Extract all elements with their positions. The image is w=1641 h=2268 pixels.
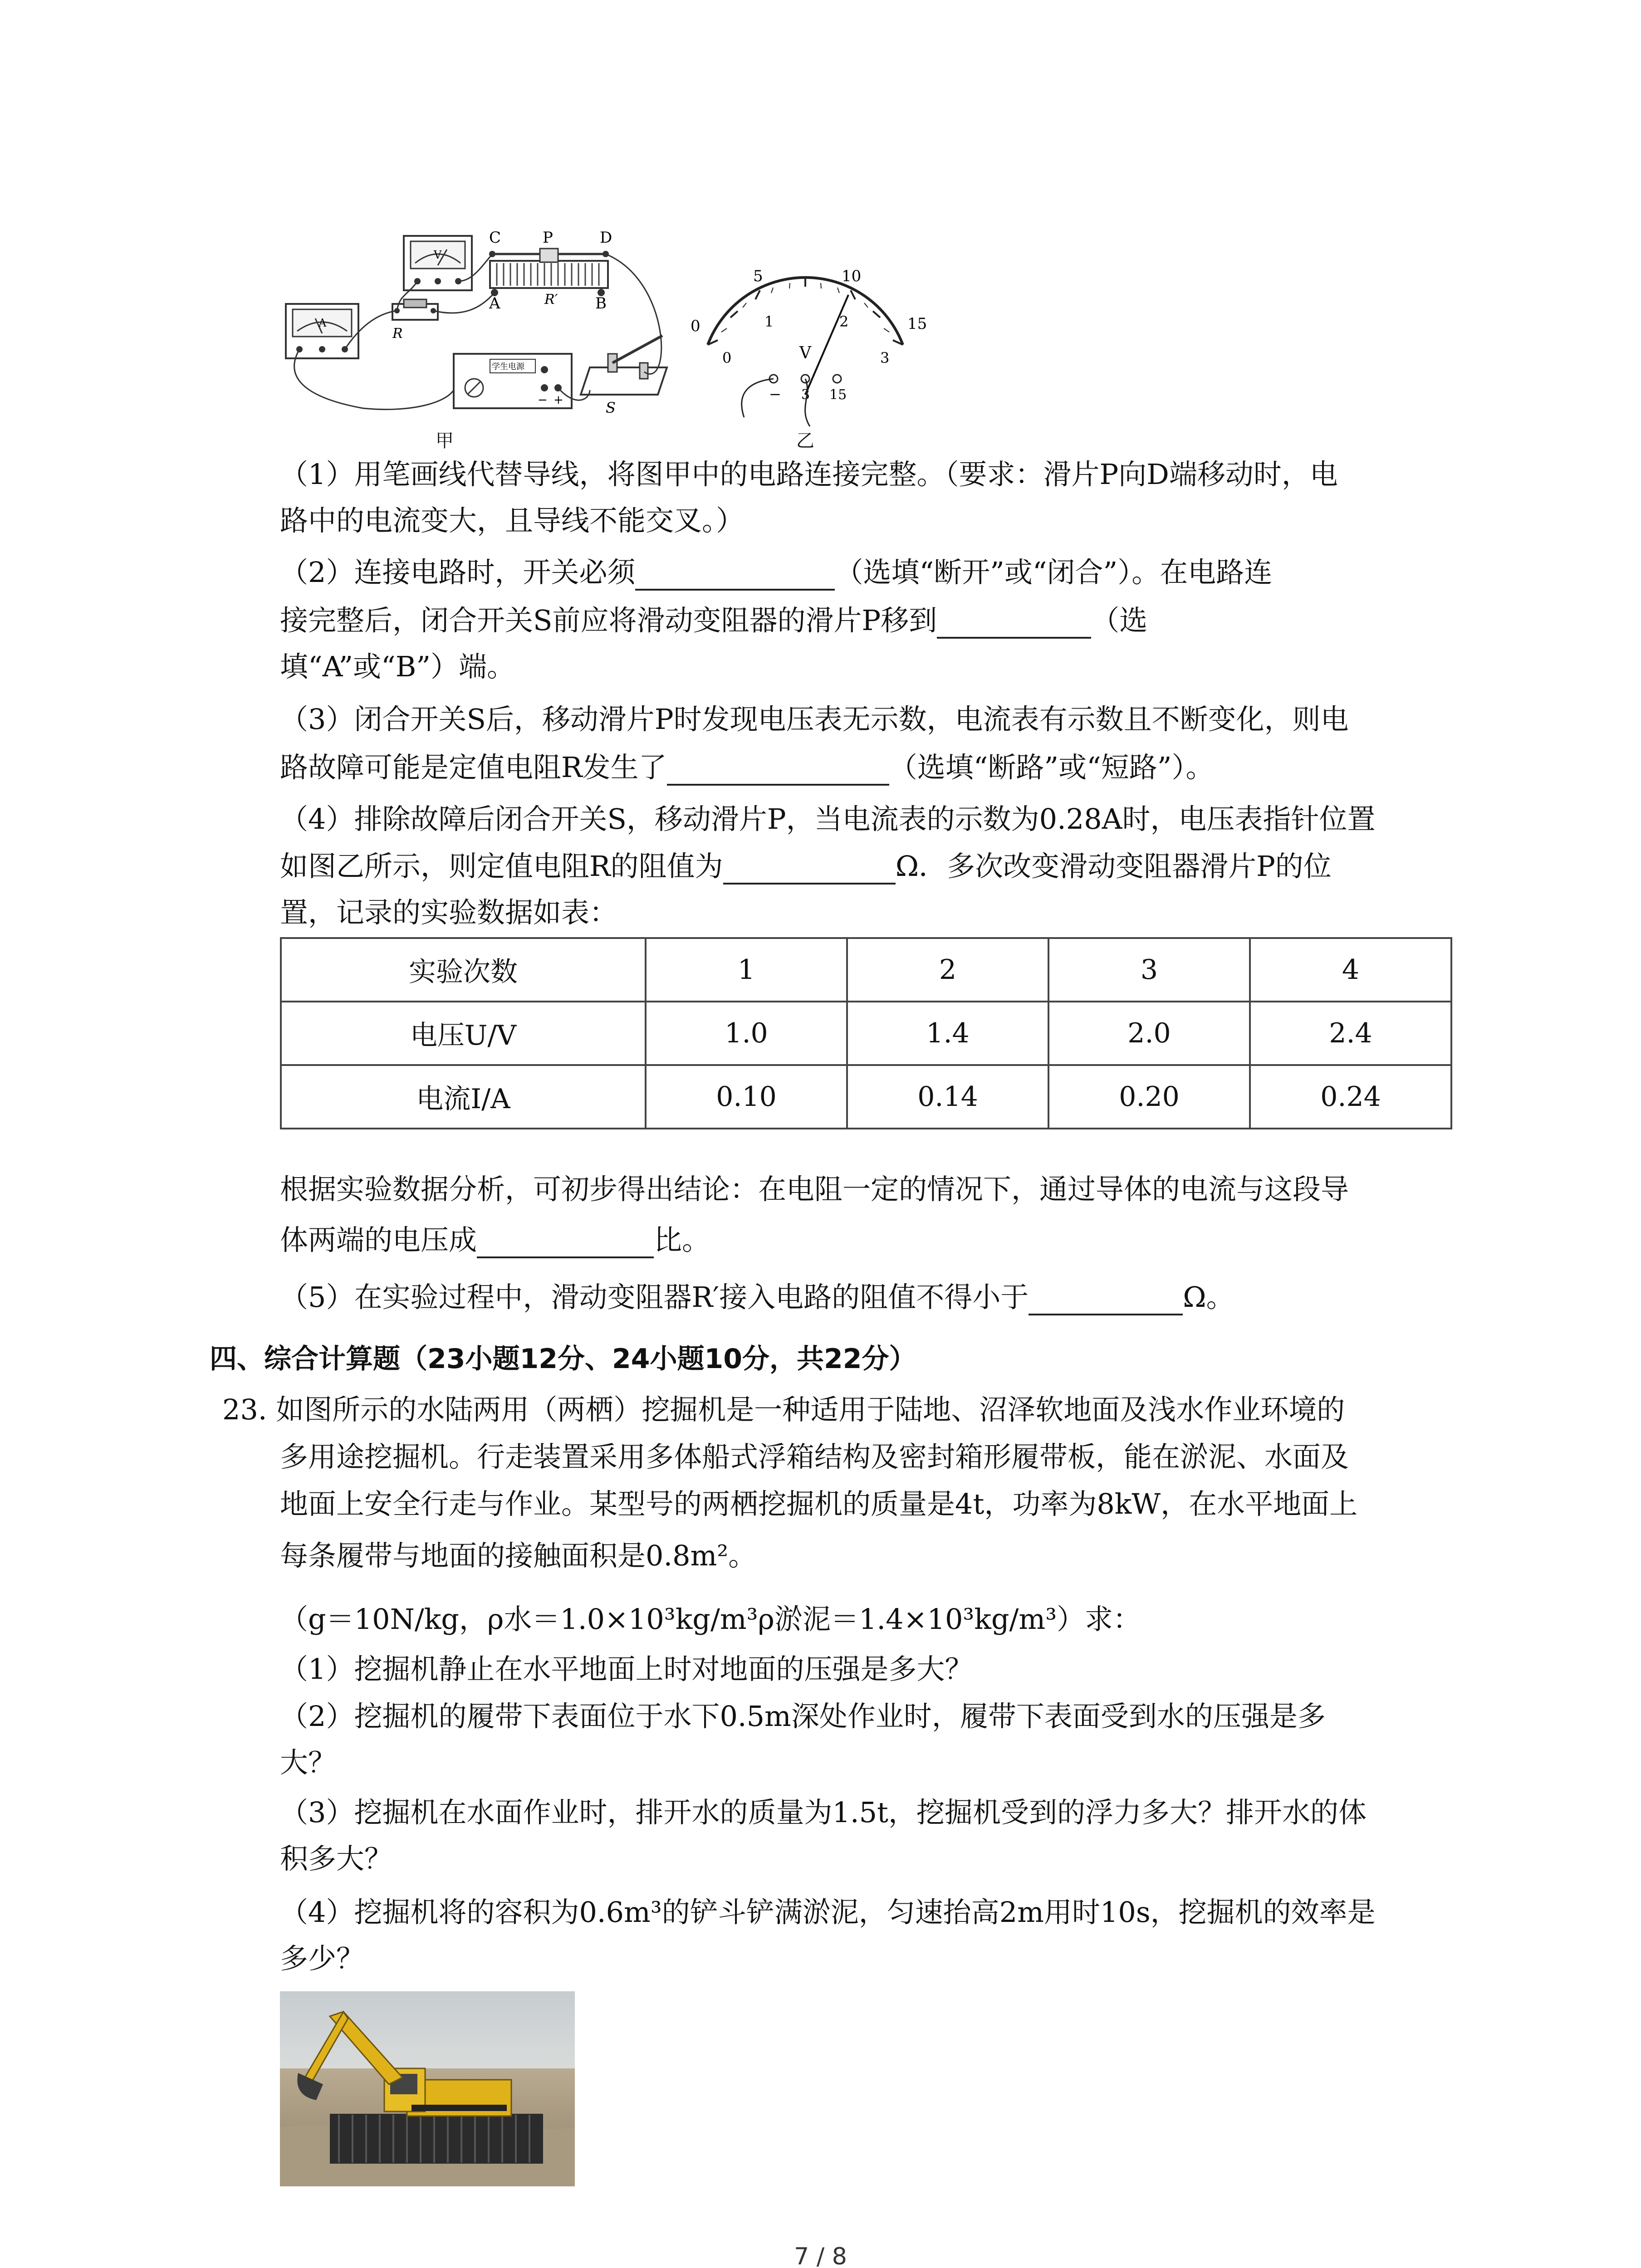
amphibious-excavator-photo	[280, 1991, 575, 2186]
q22-part1-line2: 路中的电流变大，且导线不能交叉。）	[280, 504, 745, 537]
page-number: 7 / 8	[794, 2243, 847, 2268]
table-cell: 1.0	[646, 1002, 847, 1065]
q23-sub1: （1）挖掘机静止在水平地面上时对地面的压强是多大？	[280, 1652, 973, 1686]
inner-scale-label: 2	[839, 313, 849, 330]
q22-part3-line1: （3）闭合开关S后，移动滑片P时发现电压表无示数，电流表有示数且不断变化，则电	[280, 703, 1349, 736]
switch-s-label: S	[606, 399, 616, 416]
figure-caption-jia: 甲	[436, 430, 454, 451]
outer-scale-label: 0	[691, 317, 700, 335]
slider-p-label: P	[543, 229, 553, 247]
q23-sub4-line1: （4）挖掘机将的容积为0.6m³的铲斗铲满淤泥，匀速抬高2m用时10s，挖掘机的效率是	[280, 1896, 1376, 1929]
table-cell: 2.0	[1048, 1002, 1250, 1065]
q22-part2-line3: 填“A”或“B”）端。	[280, 650, 515, 683]
terminal-label: 15	[829, 387, 847, 403]
voltmeter-device	[404, 236, 472, 290]
figure-caption-yi: 乙	[796, 430, 814, 451]
terminal-c-label: C	[489, 229, 501, 247]
rheostat-label: R′	[544, 292, 558, 308]
terminal-d-label: D	[600, 229, 612, 247]
answer-blank[interactable]	[635, 559, 835, 591]
switch-device	[581, 336, 667, 395]
ammeter-device	[286, 304, 358, 358]
power-supply-label: 学生电源	[492, 362, 524, 371]
svg-text:+: +	[554, 393, 563, 407]
table-cell: 2.4	[1250, 1002, 1451, 1065]
q22-conclusion-line2: 体两端的电压成 比。	[280, 1222, 710, 1258]
answer-blank[interactable]	[723, 853, 896, 885]
q22-part1-line1: （1）用笔画线代替导线，将图甲中的电路连接完整。（要求：滑片P向D端移动时，电	[280, 458, 1338, 491]
svg-text:−: −	[538, 393, 548, 407]
answer-blank[interactable]	[937, 607, 1091, 639]
q22-part4-line2: 如图乙所示，则定值电阻R的阻值为 Ω．多次改变滑动变阻器滑片P的位	[280, 848, 1332, 885]
circuit-diagram-jia	[272, 218, 681, 472]
table-cell: 4	[1250, 938, 1451, 1002]
table-cell: 电压U/V	[281, 1002, 646, 1065]
table-cell: 1.4	[847, 1002, 1048, 1065]
terminal-label: 3	[801, 387, 810, 403]
q23-sub2-line2: 大？	[280, 1746, 337, 1779]
outer-scale-label: 5	[753, 267, 763, 285]
resistor-r-label: R	[392, 326, 403, 342]
experiment-data-table	[280, 937, 1452, 1129]
q23-line3: 地面上安全行走与作业。某型号的两栖挖掘机的质量是4t，功率为8kW，在水平地面上	[280, 1487, 1358, 1520]
q22-part2-line2: 接完整后，闭合开关S前应将滑动变阻器的滑片P移到 （选	[280, 602, 1147, 639]
table-cell: 0.24	[1250, 1065, 1451, 1129]
q22-part4-line3: 置，记录的实验数据如表：	[280, 896, 618, 929]
meter-v-letter: V	[799, 344, 811, 362]
table-cell: 0.20	[1048, 1065, 1250, 1129]
q22-part2-line1: （2）连接电路时，开关必须 （选填“断开”或“闭合”）。在电路连	[280, 554, 1272, 591]
q22-part3-line2: 路故障可能是定值电阻R发生了 （选填“断路”或“短路”）。	[280, 749, 1214, 786]
q23-sub4-line2: 多少？	[280, 1942, 365, 1975]
table-cell: 2	[847, 938, 1048, 1002]
q23-sub2-line1: （2）挖掘机的履带下表面位于水下0.5m深处作业时，履带下表面受到水的压强是多	[280, 1700, 1326, 1733]
power-supply	[454, 354, 572, 408]
answer-blank[interactable]	[667, 754, 889, 786]
outer-scale-label: 10	[842, 267, 862, 285]
outer-scale-label: 15	[907, 315, 927, 333]
q22-part5: （5）在实验过程中，滑动变阻器R′接入电路的阻值不得小于 Ω。	[280, 1279, 1234, 1315]
q23-line4: 每条履带与地面的接触面积是0.8m²。	[280, 1539, 757, 1572]
table-cell: 实验次数	[281, 938, 646, 1002]
table-cell: 0.10	[646, 1065, 847, 1129]
table-row	[281, 1065, 1451, 1129]
svg-text:A: A	[318, 317, 327, 329]
q23-line2: 多用途挖掘机。行走装置采用多体船式浮箱结构及密封箱形履带板，能在淤泥、水面及	[280, 1440, 1349, 1473]
inner-scale-label: 1	[764, 313, 774, 330]
table-cell: 0.14	[847, 1065, 1048, 1129]
q23-given: （g＝10N/kg，ρ水＝1.0×10³kg/m³ρ淤泥＝1.4×10³kg/m³）求：	[280, 1603, 1141, 1636]
section-heading: 四、综合计算题（23小题12分、24小题10分，共22分）	[210, 1343, 916, 1375]
q22-part4-line1: （4）排除故障后闭合开关S，移动滑片P，当电流表的示数为0.28A时，电压表指针位置	[280, 802, 1376, 836]
table-row	[281, 1002, 1451, 1065]
q23-sub3-line2: 积多大？	[280, 1842, 393, 1875]
q22-conclusion-line1: 根据实验数据分析，可初步得出结论：在电阻一定的情况下，通过导体的电流与这段导	[280, 1173, 1349, 1206]
answer-blank[interactable]	[477, 1227, 654, 1258]
inner-scale-label: 0	[722, 349, 732, 367]
meter-needle	[805, 295, 848, 395]
voltmeter-letter: V	[434, 249, 442, 261]
table-cell: 电流I/A	[281, 1065, 646, 1129]
terminal-a-label: A	[489, 294, 500, 313]
table-cell: 1	[646, 938, 847, 1002]
q23-line1: 23. 如图所示的水陆两用（两栖）挖掘机是一种适用于陆地、沼泽软地面及浅水作业环境的	[222, 1393, 1345, 1426]
table-row	[281, 938, 1451, 1002]
q23-sub3-line1: （3）挖掘机在水面作业时，排开水的质量为1.5t，挖掘机受到的浮力多大？排开水的体	[280, 1796, 1367, 1829]
terminal-b-label: B	[595, 294, 607, 313]
inner-scale-label: 3	[880, 349, 890, 367]
table-cell: 3	[1048, 938, 1250, 1002]
terminal-label: −	[769, 386, 781, 403]
rheostat	[489, 249, 609, 296]
answer-blank[interactable]	[1029, 1284, 1183, 1315]
voltmeter-dial-yi	[681, 263, 935, 445]
